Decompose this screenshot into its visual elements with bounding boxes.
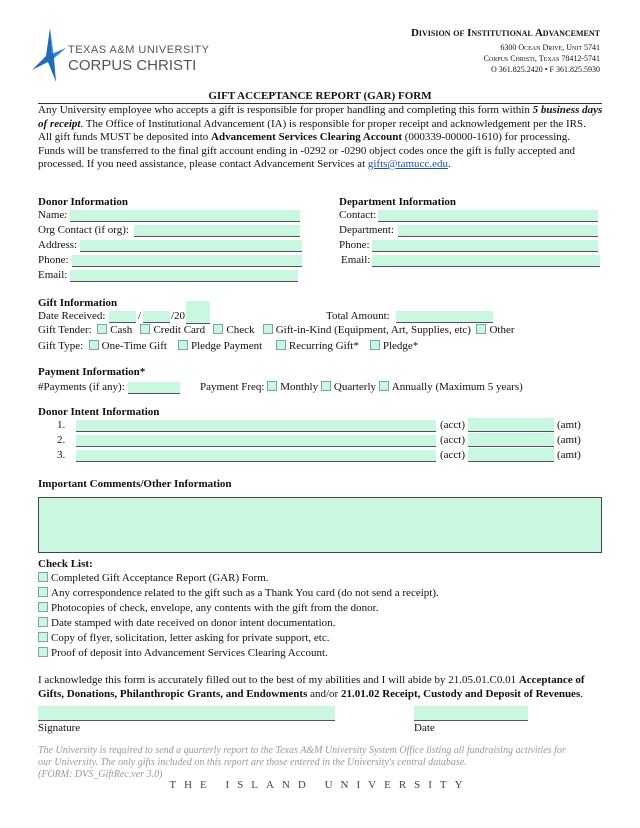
- checklist-item: [38, 647, 328, 659]
- donor-address-field[interactable]: [80, 240, 302, 252]
- ack-policy-2: 21.01.02 Receipt, Custody and Deposit of Revenues: [340, 688, 581, 700]
- intro-p1b: . The Office of Institutional Advancement (IA) is responsible for proper receipt and acknowledgement per the IRS.: [80, 117, 586, 130]
- checklist-checkbox[interactable]: [38, 647, 48, 657]
- date-field[interactable]: [414, 706, 528, 721]
- freq-quarterly-label: Quarterly: [333, 381, 377, 393]
- tender-cash-checkbox[interactable]: [97, 324, 107, 334]
- date-day-field[interactable]: [143, 311, 170, 323]
- checklist-item: [38, 572, 269, 584]
- dept-phone-label: Phone:: [339, 239, 370, 251]
- checklist-item-label: Date stamped with date received on donor intent documentation.: [51, 617, 336, 629]
- intent-row-3-field[interactable]: [76, 450, 436, 462]
- checklist-item-label: Completed Gift Acceptance Report (GAR) Form.: [51, 572, 269, 584]
- intent-row-2-amount[interactable]: [468, 433, 554, 447]
- donor-address-label: Address:: [38, 239, 78, 251]
- checklist-item: [38, 587, 439, 599]
- division-title: Division of Institutional Advancement: [410, 27, 600, 39]
- gift-tender-label: Gift Tender:: [38, 324, 92, 336]
- footer-note-line2: our University. The only gifts included on this report are those entered in the University's central database.: [38, 757, 467, 768]
- freq-quarterly-checkbox[interactable]: [321, 381, 331, 391]
- checklist-item: [38, 617, 335, 629]
- intent-row-3-amt: (amt): [557, 449, 581, 461]
- donor-email-label: Email:: [38, 269, 68, 281]
- donor-phone-label: Phone:: [38, 254, 69, 266]
- intro-p2a: All gift funds MUST be deposited into: [38, 131, 212, 143]
- donor-org-label: Org Contact (if org):: [38, 224, 129, 236]
- ack-part-a: I acknowledge this form is accurately filled out to the best of my abilities and I will abide by 21.05.01.C0.01: [38, 674, 519, 686]
- department-heading: Department Information: [339, 196, 457, 208]
- footer-tagline: THE ISLAND UNIVERSITY: [169, 779, 471, 791]
- donor-org-field[interactable]: [134, 225, 300, 237]
- type-recurring-checkbox[interactable]: [276, 340, 286, 350]
- intent-row-2-field[interactable]: [76, 435, 436, 447]
- intro-p4a: processed. If you need assistance, please contact Advancement Services at: [38, 158, 368, 170]
- intent-row-1-field[interactable]: [76, 420, 436, 432]
- address-line2: Corpus Christi, Texas 78412-5741: [483, 54, 600, 63]
- university-name-line2: CORPUS CHRISTI: [68, 57, 197, 74]
- dept-department-label: Department:: [339, 224, 394, 236]
- date-label: Date: [414, 722, 435, 734]
- intro-p3: Funds will be transferred to the final gift account ending in -0292 or -0290 object codes once the gift is fully accepted and: [38, 144, 576, 157]
- type-one-time-label: One-Time Gift: [101, 340, 167, 352]
- freq-monthly-label: Monthly: [280, 381, 319, 393]
- donor-email-field[interactable]: [70, 270, 298, 282]
- intro-clearing-account: Advancement Services Clearing Account: [211, 131, 402, 143]
- phone-text: O 361.825.2420: [490, 65, 543, 74]
- tender-credit-card-label: Credit Card: [153, 324, 206, 336]
- type-one-time-checkbox[interactable]: [89, 340, 99, 350]
- tender-gift-in-kind-label: Gift-in-Kind (Equipment, Art, Supplies, etc): [275, 324, 471, 336]
- type-pledge-label: Pledge*: [382, 340, 419, 352]
- type-pledge-payment-label: Pledge Payment: [190, 340, 263, 352]
- date-year-field[interactable]: [186, 301, 210, 324]
- payment-heading: Payment Information*: [38, 366, 146, 378]
- ack-part-e: .: [580, 688, 583, 700]
- donor-phone-field[interactable]: [72, 255, 302, 267]
- intent-row-2-num: 2.: [57, 434, 66, 446]
- type-pledge-payment-checkbox[interactable]: [178, 340, 188, 350]
- checklist-checkbox[interactable]: [38, 602, 48, 612]
- date-year-prefix: /20: [171, 310, 186, 322]
- checklist-item: [38, 602, 378, 614]
- checklist-checkbox[interactable]: [38, 587, 48, 597]
- donor-heading: Donor Information: [38, 196, 128, 208]
- checklist-item-label: Copy of flyer, solicitation, letter asking for private support, etc.: [51, 632, 330, 644]
- acknowledgement-text: [38, 673, 604, 701]
- signature-field[interactable]: [38, 706, 335, 721]
- intent-row-2-amt: (amt): [557, 434, 581, 446]
- checklist-checkbox[interactable]: [38, 632, 48, 642]
- intent-row-3-amount[interactable]: [468, 448, 554, 462]
- intent-row-1-acct: (acct): [440, 419, 466, 431]
- tender-other-checkbox[interactable]: [476, 324, 486, 334]
- payment-freq-label: Payment Freq:: [200, 381, 265, 393]
- tender-cash-label: Cash: [110, 324, 133, 336]
- form-id: (FORM: DVS_GiftRec.ver 3.0): [38, 769, 163, 780]
- footer-note-line1: The University is required to send a quarterly report to the Texas A&M University System Office listing all fundraising activities for: [38, 745, 566, 756]
- checklist-item-label: Any correspondence related to the gift such as a Thank You card (do not send a receipt).: [51, 587, 439, 599]
- logo-star-icon: [28, 26, 68, 84]
- university-name-line1: TEXAS A&M UNIVERSITY: [68, 44, 210, 56]
- type-pledge-checkbox[interactable]: [370, 340, 380, 350]
- freq-monthly-checkbox[interactable]: [267, 381, 277, 391]
- intent-row-3-acct: (acct): [440, 449, 466, 461]
- address-line1: 6300 Ocean Drive, Unit 5741: [500, 43, 600, 52]
- phone-fax-line: O 361.825.2420 • F 361.825.5930: [490, 65, 600, 74]
- intent-row-2-acct: (acct): [440, 434, 466, 446]
- tender-credit-card-checkbox[interactable]: [140, 324, 150, 334]
- freq-annually-label: Annually (Maximum 5 years): [391, 381, 523, 393]
- intent-row-3-num: 3.: [57, 449, 66, 461]
- tender-check-checkbox[interactable]: [213, 324, 223, 334]
- freq-annually-checkbox[interactable]: [379, 381, 389, 391]
- dept-contact-field[interactable]: [378, 210, 598, 222]
- gift-type-row: [38, 340, 418, 352]
- type-recurring-label: Recurring Gift*: [288, 340, 359, 352]
- tender-gift-in-kind-checkbox[interactable]: [263, 324, 273, 334]
- date-slash: /: [138, 310, 142, 322]
- intent-row-1-num: 1.: [57, 419, 66, 431]
- dept-department-field[interactable]: [398, 225, 598, 237]
- comments-heading: Important Comments/Other Information: [38, 478, 232, 490]
- fax-text: F 361.825.5930: [549, 65, 600, 74]
- intro-emphasis: 5 business days of receipt: [38, 104, 603, 130]
- payment-freq-row: [200, 381, 523, 393]
- date-month-field[interactable]: [109, 311, 136, 323]
- checklist-item: [38, 632, 329, 644]
- donor-name-field[interactable]: [70, 210, 300, 222]
- num-payments-label: #Payments (if any):: [38, 381, 125, 393]
- checklist-checkbox[interactable]: [38, 617, 48, 627]
- intent-row-1-amt: (amt): [557, 419, 581, 431]
- intro-p4b: .: [447, 158, 451, 170]
- checklist-checkbox[interactable]: [38, 572, 48, 582]
- ack-part-c: and/or: [307, 688, 341, 700]
- intro-text: [38, 104, 604, 172]
- num-payments-field[interactable]: [128, 382, 180, 394]
- gift-type-label: Gift Type:: [38, 340, 84, 352]
- form-title: GIFT ACCEPTANCE REPORT (GAR) FORM: [208, 90, 432, 102]
- footer-note: [38, 745, 608, 781]
- tender-other-label: Other: [489, 324, 515, 336]
- checklist-item-label: Photocopies of check, envelope, any contents with the gift from the donor.: [51, 602, 379, 614]
- dept-email-field[interactable]: [372, 255, 600, 267]
- total-amount-label: Total Amount:: [326, 310, 390, 322]
- dept-contact-label: Contact:: [339, 209, 377, 221]
- intro-p2b: (000339-00000-1610) for processing.: [402, 131, 571, 143]
- intent-row-1-amount[interactable]: [468, 418, 554, 432]
- signature-label: Signature: [38, 722, 81, 734]
- dept-email-label: Email:: [341, 254, 371, 266]
- donor-name-label: Name:: [38, 209, 68, 221]
- intro-p1a: Any University employee who accepts a gift is responsible for proper handling and completing this form within: [38, 104, 533, 116]
- ack-policy-1: Acceptance of Gifts, Donations, Philanthropic Grants, and Endowments: [38, 674, 585, 700]
- checklist-item-label: Proof of deposit into Advancement Services Clearing Account.: [51, 647, 328, 659]
- total-amount-field[interactable]: [396, 311, 493, 323]
- dept-phone-field[interactable]: [372, 240, 598, 252]
- gift-heading: Gift Information: [38, 297, 118, 309]
- intent-heading: Donor Intent Information: [38, 406, 160, 418]
- email-link[interactable]: gifts@tamucc.edu: [367, 158, 448, 170]
- checklist-heading: Check List:: [38, 558, 93, 570]
- comments-textarea[interactable]: [38, 497, 602, 553]
- date-received-label: Date Received:: [38, 310, 106, 322]
- university-logo: [28, 26, 208, 84]
- tender-check-label: Check: [226, 324, 255, 336]
- gift-tender-row: [38, 324, 514, 336]
